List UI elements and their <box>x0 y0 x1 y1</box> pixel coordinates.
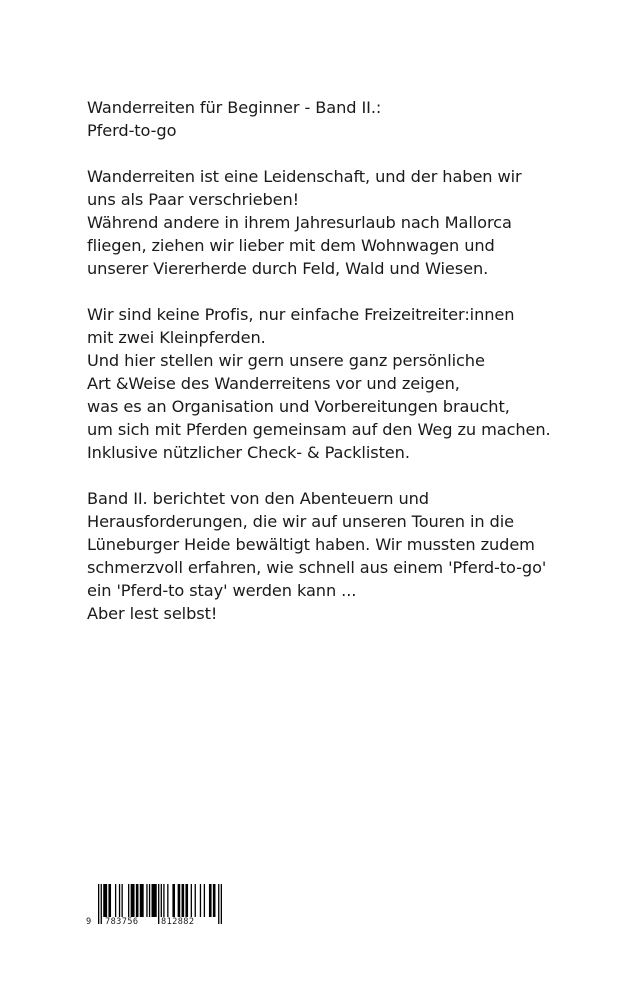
isbn-digits <box>82 917 222 929</box>
text-line: schmerzvoll erfahren, wie schnell aus einem 'Pferd-to-go' <box>87 558 547 577</box>
text-line: mit zwei Kleinpferden. <box>87 328 266 347</box>
text-line: Aber lest selbst! <box>87 604 218 623</box>
barcode-bar <box>209 884 212 917</box>
barcode-bar <box>121 884 122 917</box>
text-line: Und hier stellen wir gern unsere ganz persönliche <box>87 351 485 370</box>
barcode-bar <box>128 884 129 917</box>
barcode-bar <box>204 884 205 917</box>
text-line: uns als Paar verschrieben! <box>87 190 300 209</box>
barcode-bar <box>140 884 144 917</box>
barcode-bar <box>149 884 150 917</box>
text-line: was es an Organisation und Vorbereitungen braucht, <box>87 397 510 416</box>
paragraph-intro <box>87 165 577 280</box>
barcode-bar <box>182 884 185 917</box>
text-line: fliegen, ziehen wir lieber mit dem Wohnwagen und <box>87 236 495 255</box>
paragraph-band-two <box>87 487 577 625</box>
isbn-left-group: 783756 <box>105 917 139 927</box>
barcode-bar <box>108 884 111 917</box>
text-line: Inklusive nützlicher Check- & Packlisten. <box>87 443 410 462</box>
isbn-first-digit: 9 <box>86 917 92 927</box>
title-line: Pferd-to-go <box>87 121 177 140</box>
text-line: Art &Weise des Wanderreitens vor und zeigen, <box>87 374 460 393</box>
barcode-bar <box>200 884 201 917</box>
blurb-text <box>87 96 577 648</box>
text-line: unserer Viererherde durch Feld, Wald und Wiesen. <box>87 259 489 278</box>
barcode-bar <box>131 884 135 917</box>
barcode-bar <box>178 884 181 917</box>
barcode-bar <box>115 884 116 917</box>
barcode-bar <box>103 884 107 917</box>
text-line: Herausforderungen, die wir auf unseren Touren in die <box>87 512 514 531</box>
text-line: Lüneburger Heide bewältigt haben. Wir mussten zudem <box>87 535 535 554</box>
book-title <box>87 96 577 142</box>
barcode-bar <box>172 884 175 917</box>
isbn-right-group: 812882 <box>161 917 195 927</box>
barcode-bar <box>152 884 157 917</box>
barcode-bar <box>146 884 147 917</box>
barcode-bar <box>195 884 196 917</box>
barcode-bar <box>167 884 168 917</box>
barcode-bar <box>185 884 188 917</box>
text-line: Während andere in ihrem Jahresurlaub nach Mallorca <box>87 213 512 232</box>
title-line: Wanderreiten für Beginner - Band II.: <box>87 98 382 117</box>
text-line: um sich mit Pferden gemeinsam auf den Weg zu machen. <box>87 420 551 439</box>
text-line: ein 'Pferd-to stay' werden kann ... <box>87 581 357 600</box>
text-line: Wir sind keine Profis, nur einfache Freizeitreiter:innen <box>87 305 515 324</box>
paragraph-about <box>87 303 577 464</box>
barcode-bar <box>191 884 192 917</box>
barcode-bar <box>119 884 120 917</box>
barcode-bar <box>163 884 164 917</box>
barcode-bar <box>213 884 216 917</box>
barcode-bar <box>136 884 139 917</box>
text-line: Band II. berichtet von den Abenteuern und <box>87 489 429 508</box>
isbn-barcode <box>82 884 222 930</box>
text-line: Wanderreiten ist eine Leidenschaft, und der haben wir <box>87 167 522 186</box>
